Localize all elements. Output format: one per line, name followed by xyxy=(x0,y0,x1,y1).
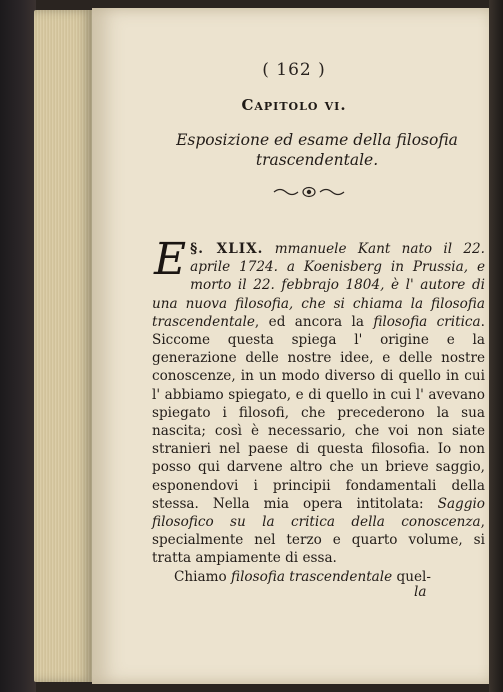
catchword: la xyxy=(414,584,427,600)
ornament-divider xyxy=(272,186,346,198)
italic-run: la filosofia trascendentale xyxy=(152,295,485,330)
text-run: , specialmente nel terzo e quarto volume, si tratta ampiamente di essa. xyxy=(152,514,485,567)
page-edges xyxy=(34,10,92,682)
italic-run: filosofia trascendentale xyxy=(231,568,393,585)
book-page xyxy=(92,8,496,684)
dropcap: E xyxy=(154,234,187,285)
right-gutter xyxy=(489,0,503,692)
book-cover xyxy=(0,0,36,692)
text-run: quel- xyxy=(392,568,431,585)
italic-run: filosofia critica xyxy=(373,313,481,330)
section-title-line-2: trascendentale. xyxy=(255,151,379,169)
page-number: ( 162 ) xyxy=(262,60,326,80)
text-run: . Siccome questa spiega l' origine e la generazione delle nostre idee, e delle nostre conoscenze, in un modo diverso di quello in cui l' abbiamo spiegato, e di quello in cui l' avevano spiegato i filosofi, che precederono la sua nascita; così è necessario, che voi non siate stranieri nel paese di questa filosofia. Io non posso qui darvene altro che un brieve saggio, esponendovi i principii fondamentali della stessa. Nella mia opera intitolata: xyxy=(152,313,485,512)
section-title xyxy=(152,130,482,170)
text-run: mmanuele Kant nato il 22. aprile 1724. a Koenisberg in Prussia, e morto il 22. febbrajo 1804, è l' autore di una nuova filosofia, che si chiama xyxy=(152,241,485,312)
section-title-line-1: Esposizione ed esame della filosofia xyxy=(176,131,458,149)
italic-run: Saggio filosofico su la critica della conoscenza xyxy=(152,495,485,531)
text-run: , ed ancora la xyxy=(254,313,374,330)
text-run: Chiamo xyxy=(174,568,232,585)
paragraph xyxy=(152,234,485,568)
chapter-title: Capitolo vi. xyxy=(241,96,347,114)
section-mark: §. XLIX. xyxy=(190,241,264,257)
paragraph-start xyxy=(152,568,485,586)
body-text xyxy=(152,234,485,586)
